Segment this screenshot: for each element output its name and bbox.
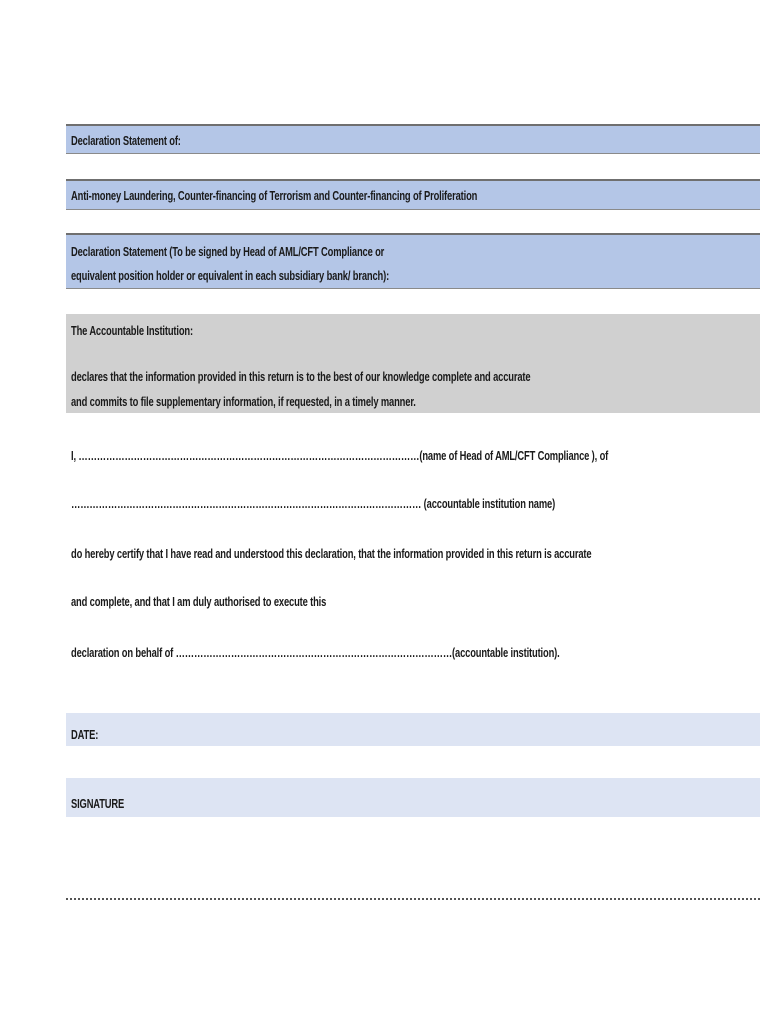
subject-band: [66, 179, 760, 210]
institution-title: The Accountable Institution:: [71, 323, 193, 338]
date-label: DATE:: [71, 727, 99, 742]
institution-line-1: declares that the information provided in this return is to the best of our knowledge complete and accurate: [71, 369, 531, 384]
certify-line-2: and complete, and that I am duly authorised to execute this: [71, 594, 327, 609]
declaration-of-label: Declaration Statement of:: [71, 133, 181, 148]
institution-name-line: …………………………………………………………………………………………………… (accountable institution name): [71, 496, 556, 511]
date-field[interactable]: [66, 713, 760, 746]
subject-label: Anti-money Laundering, Counter-financing of Terrorism and Counter-financing of Proliferation: [71, 188, 478, 203]
signature-label: SIGNATURE: [71, 796, 125, 811]
statement-band: [66, 233, 760, 289]
declaration-of-band: [66, 124, 760, 154]
institution-block: [66, 314, 760, 413]
signature-rule: [66, 898, 760, 900]
name-line: I, …………………………………………………………………………………………………(name of Head of AML/CFT Compliance ), of: [71, 448, 609, 463]
institution-line-2: and commits to file supplementary information, if requested, in a timely manner.: [71, 394, 416, 409]
certify-line-1: do hereby certify that I have read and understood this declaration, that the information provided in this return is accurate: [71, 546, 592, 561]
statement-line-2: equivalent position holder or equivalent in each subsidiary bank/ branch):: [71, 268, 390, 283]
behalf-line: declaration on behalf of ………………………………………………………………………………(accountable institution).: [71, 645, 560, 660]
statement-line-1: Declaration Statement (To be signed by Head of AML/CFT Compliance or: [71, 244, 385, 259]
signature-field[interactable]: [66, 778, 760, 817]
